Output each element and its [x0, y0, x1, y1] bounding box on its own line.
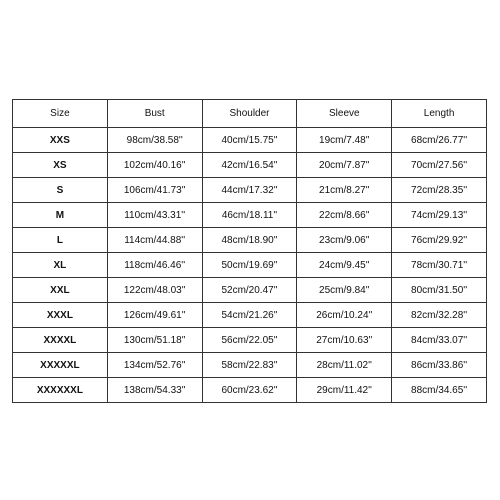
shoulder-cell: 44cm/17.32''	[202, 178, 297, 203]
table-row	[13, 128, 487, 153]
length-cell: 74cm/29.13''	[392, 203, 487, 228]
length-cell: 86cm/33.86''	[392, 353, 487, 378]
length-cell: 68cm/26.77''	[392, 128, 487, 153]
sleeve-cell: 22cm/8.66''	[297, 203, 392, 228]
sleeve-cell: 29cm/11.42''	[297, 378, 392, 403]
shoulder-cell: 54cm/21.26''	[202, 303, 297, 328]
header-size: Size	[13, 100, 108, 128]
table-row	[13, 303, 487, 328]
shoulder-cell: 46cm/18.11''	[202, 203, 297, 228]
size-chart-header	[13, 100, 487, 128]
bust-cell: 106cm/41.73''	[107, 178, 202, 203]
sleeve-cell: 23cm/9.06''	[297, 228, 392, 253]
header-bust: Bust	[107, 100, 202, 128]
table-row	[13, 328, 487, 353]
size-cell: XXXXXXL	[13, 378, 108, 403]
size-cell: XL	[13, 253, 108, 278]
shoulder-cell: 56cm/22.05''	[202, 328, 297, 353]
sleeve-cell: 20cm/7.87''	[297, 153, 392, 178]
size-cell: XXXXXL	[13, 353, 108, 378]
bust-cell: 126cm/49.61''	[107, 303, 202, 328]
size-cell: L	[13, 228, 108, 253]
bust-cell: 110cm/43.31''	[107, 203, 202, 228]
length-cell: 76cm/29.92''	[392, 228, 487, 253]
shoulder-cell: 60cm/23.62''	[202, 378, 297, 403]
table-row	[13, 228, 487, 253]
bust-cell: 102cm/40.16''	[107, 153, 202, 178]
table-row	[13, 178, 487, 203]
size-cell: XS	[13, 153, 108, 178]
length-cell: 88cm/34.65''	[392, 378, 487, 403]
length-cell: 84cm/33.07''	[392, 328, 487, 353]
sleeve-cell: 21cm/8.27''	[297, 178, 392, 203]
size-cell: XXS	[13, 128, 108, 153]
shoulder-cell: 40cm/15.75''	[202, 128, 297, 153]
sleeve-cell: 27cm/10.63''	[297, 328, 392, 353]
bust-cell: 98cm/38.58''	[107, 128, 202, 153]
header-length: Length	[392, 100, 487, 128]
table-row	[13, 203, 487, 228]
size-chart-table	[12, 99, 487, 403]
bust-cell: 114cm/44.88''	[107, 228, 202, 253]
size-cell: M	[13, 203, 108, 228]
sleeve-cell: 19cm/7.48''	[297, 128, 392, 153]
table-row	[13, 353, 487, 378]
sleeve-cell: 26cm/10.24''	[297, 303, 392, 328]
size-cell: S	[13, 178, 108, 203]
size-chart-body	[13, 128, 487, 403]
bust-cell: 134cm/52.76''	[107, 353, 202, 378]
sleeve-cell: 25cm/9.84''	[297, 278, 392, 303]
shoulder-cell: 58cm/22.83''	[202, 353, 297, 378]
size-cell: XXXL	[13, 303, 108, 328]
sleeve-cell: 24cm/9.45''	[297, 253, 392, 278]
header-row	[13, 100, 487, 128]
bust-cell: 130cm/51.18''	[107, 328, 202, 353]
length-cell: 78cm/30.71''	[392, 253, 487, 278]
table-row	[13, 253, 487, 278]
table-row	[13, 278, 487, 303]
table-row	[13, 378, 487, 403]
size-cell: XXL	[13, 278, 108, 303]
shoulder-cell: 48cm/18.90''	[202, 228, 297, 253]
bust-cell: 138cm/54.33''	[107, 378, 202, 403]
length-cell: 82cm/32.28''	[392, 303, 487, 328]
shoulder-cell: 42cm/16.54''	[202, 153, 297, 178]
header-shoulder: Shoulder	[202, 100, 297, 128]
sleeve-cell: 28cm/11.02''	[297, 353, 392, 378]
shoulder-cell: 50cm/19.69''	[202, 253, 297, 278]
table-row	[13, 153, 487, 178]
header-sleeve: Sleeve	[297, 100, 392, 128]
length-cell: 80cm/31.50''	[392, 278, 487, 303]
bust-cell: 122cm/48.03''	[107, 278, 202, 303]
length-cell: 70cm/27.56''	[392, 153, 487, 178]
size-cell: XXXXL	[13, 328, 108, 353]
length-cell: 72cm/28.35''	[392, 178, 487, 203]
shoulder-cell: 52cm/20.47''	[202, 278, 297, 303]
bust-cell: 118cm/46.46''	[107, 253, 202, 278]
